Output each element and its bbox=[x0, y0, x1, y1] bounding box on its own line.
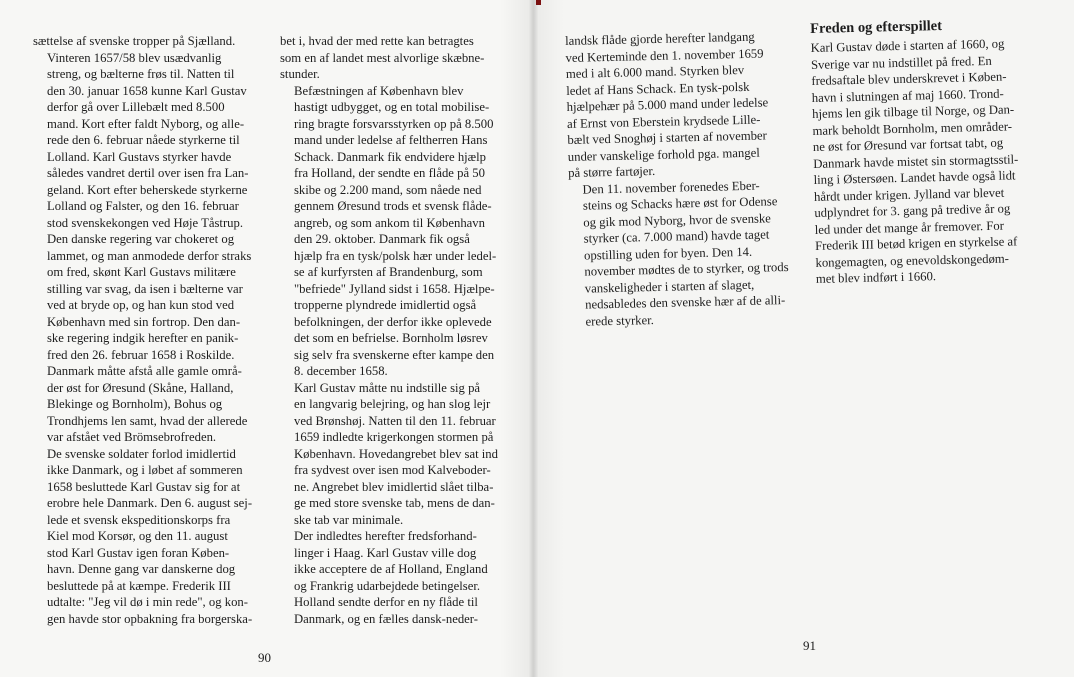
text-line: rede den 6. februar nåede styrkerne til bbox=[47, 133, 240, 147]
text-line: var afstået ved Brömsebrofreden. bbox=[47, 430, 217, 444]
paragraph bbox=[33, 33, 255, 50]
text-line: således vandret dertil over isen fra Lan- bbox=[47, 166, 249, 180]
text-line: opstilling uden for byen. Den 14. bbox=[583, 244, 753, 263]
paragraph bbox=[280, 380, 502, 529]
section-heading: Freden og efterspillet bbox=[810, 18, 943, 37]
text-line: Lolland. Karl Gustavs styrker havde bbox=[47, 149, 232, 164]
text-line: havn i slutningen af maj 1660. Trond- bbox=[811, 86, 1004, 105]
text-line: mand under ledelse af feltherren Hans bbox=[294, 133, 488, 147]
paragraph bbox=[280, 528, 502, 627]
text-line: erede styrker. bbox=[585, 312, 655, 329]
text-line: stod svenskekongen ved Høje Tåstrup. bbox=[47, 215, 244, 230]
right-page-column-2 bbox=[810, 15, 1046, 288]
text-line: landsk flåde gjorde herefter landgang bbox=[565, 29, 755, 48]
text-line: nedsabledes den svenske hær af de alli- bbox=[585, 293, 786, 312]
text-line: "befriede" Jylland sidst i 1658. Hjælpe- bbox=[294, 281, 495, 296]
text-line: hjems len gik tilbage til Norge, og Dan- bbox=[811, 102, 1015, 121]
text-line: mand. Kort efter faldt Nyborg, og alle- bbox=[47, 116, 245, 131]
right-page-column-1 bbox=[565, 28, 797, 330]
text-line: angreb, og som ankom til København bbox=[294, 215, 485, 230]
text-line: ske regering indgik herefter en panik- bbox=[47, 331, 239, 345]
left-page-column-1 bbox=[33, 33, 255, 627]
text-line: se af kurfyrsten af Brandenburg, som bbox=[294, 265, 483, 279]
text-line: ring bragte forsvarsstyrken op på 8.500 bbox=[294, 116, 494, 131]
text-line: ikke Danmark, og i løbet af sommeren bbox=[47, 463, 243, 477]
text-line: hjælpehær på 5.000 mand under ledelse bbox=[566, 95, 769, 114]
section-body bbox=[810, 35, 1046, 288]
text-line: Karl Gustav måtte nu indstille sig på bbox=[294, 380, 481, 395]
text-line: Lolland og Falster, og den 16. februar bbox=[47, 199, 239, 213]
text-line: fred den 26. februar 1658 i Roskilde. bbox=[47, 347, 235, 362]
text-line: gennem Øresund trods et svensk flåde- bbox=[294, 199, 492, 213]
paragraph bbox=[280, 33, 502, 83]
text-line: om fred, skønt Karl Gustavs militære bbox=[47, 265, 236, 279]
paragraph bbox=[280, 83, 502, 380]
text-line: bet i, hvad der med rette kan betragtes bbox=[280, 34, 474, 48]
text-line: styrker (ca. 7.000 mand) havde taget bbox=[583, 227, 770, 246]
text-line: Danmark havde mistet sin stormagtsstil- bbox=[813, 151, 1019, 171]
text-line: Den 11. november forenedes Eber- bbox=[582, 178, 760, 197]
left-page-column-2 bbox=[280, 33, 502, 627]
text-line: København med sin fortrop. Den dan- bbox=[47, 314, 241, 329]
text-line: vanskeligheder i starten af slaget, bbox=[584, 277, 755, 296]
text-line: på større fartøjer. bbox=[568, 163, 656, 180]
text-line: ved Brønshøj. Natten til den 11. februar bbox=[294, 413, 496, 428]
text-line: stilling var svag, da isen i bælterne var bbox=[47, 281, 243, 296]
text-line: ling i Østersøen. Landet havde også lidt bbox=[813, 168, 1016, 187]
text-line: kongemagten, og enevoldskongedøm- bbox=[815, 251, 1010, 270]
text-line: ge med store svenske tab, mens de dan- bbox=[294, 496, 495, 510]
text-line: Blekinge og Bornholm), Bohus og bbox=[47, 397, 223, 411]
text-line: og gik mod Nyborg, hvor de svenske bbox=[583, 210, 771, 230]
paragraph bbox=[33, 446, 255, 628]
text-line: hårdt under krigen. Jylland var blevet bbox=[813, 185, 1005, 204]
text-line: ne øst for Øresund var fortsat tabt, og bbox=[812, 135, 1004, 154]
text-line: en langvarig belejring, og han slog lejr bbox=[294, 397, 491, 411]
page-number-right: 91 bbox=[803, 638, 816, 653]
text-line: Vinteren 1657/58 blev usædvanlig bbox=[47, 50, 222, 65]
text-line: ledet af Hans Schack. En tysk-polsk bbox=[566, 79, 750, 98]
text-line: under vanskelige forhold pga. mangel bbox=[567, 145, 760, 164]
text-line: Holland sendte derfor en ny flåde til bbox=[294, 595, 478, 609]
text-line: 8. december 1658. bbox=[294, 364, 388, 378]
text-line: befolkningen, der derfor ikke oplevede bbox=[294, 314, 492, 329]
text-line: skibe og 2.200 mand, som nåede ned bbox=[294, 182, 482, 197]
text-line: Der indledtes herefter fredsforhand- bbox=[294, 529, 477, 543]
text-line: som en af landet mest alvorlige skæbne- bbox=[280, 50, 485, 65]
text-line: sig selv fra svenskerne efter kampe den bbox=[294, 347, 495, 362]
text-line: geland. Kort efter beherskede styrkerne bbox=[47, 182, 248, 197]
text-line: ved Kerteminde den 1. november 1659 bbox=[565, 46, 764, 65]
text-line: ved at bryde op, og han kun stod ved bbox=[47, 298, 235, 312]
text-line: Schack. Danmark fik endvidere hjælp bbox=[294, 149, 487, 164]
left-page bbox=[0, 0, 534, 677]
text-line: besluttede på at kæmpe. Frederik III bbox=[47, 578, 231, 593]
text-line: derfor gå over Lillebælt med 8.500 bbox=[47, 100, 225, 114]
text-line: Danmark måtte afstå alle gamle områ- bbox=[47, 364, 242, 378]
text-line: ske tab var minimale. bbox=[294, 512, 404, 527]
page-number-left: 90 bbox=[258, 650, 271, 665]
text-line: bælt ved Snoghøj i starten af november bbox=[567, 128, 767, 147]
text-line: der øst for Øresund (Skåne, Halland, bbox=[47, 380, 234, 395]
text-line: gen havde stor opbakning fra borgerska- bbox=[47, 611, 253, 626]
text-line: den 29. oktober. Danmark fik også bbox=[294, 232, 470, 246]
text-line: Den danske regering var chokeret og bbox=[47, 232, 235, 246]
text-line: november mødtes de to styrker, og trods bbox=[584, 259, 789, 279]
text-line: fredsaftale blev underskrevet i Køben- bbox=[811, 69, 1007, 88]
text-line: stunder. bbox=[280, 67, 320, 81]
text-line: lede et svensk ekspeditionskorps fra bbox=[47, 512, 231, 527]
text-line: fra Holland, der sendte en flåde på 50 bbox=[294, 166, 485, 180]
text-line: udtalte: "Jeg vil dø i min rede", og kon- bbox=[47, 595, 248, 609]
text-line: streng, og bælterne frøs til. Natten til bbox=[47, 67, 235, 81]
text-line: Karl Gustav døde i starten af 1660, og bbox=[810, 36, 1005, 55]
text-line: af Ernst von Eberstein krydsede Lille- bbox=[566, 112, 761, 131]
text-line: tropperne plyndrede imidlertid også bbox=[294, 298, 477, 312]
text-line: med i alt 6.000 mand. Styrken blev bbox=[565, 62, 745, 81]
text-line: og Frankrig udarbejdede betingelser. bbox=[294, 578, 481, 593]
text-line: Trondhjems len samt, hvad der allerede bbox=[47, 413, 248, 428]
text-line: erobre hele Danmark. Den 6. august sej- bbox=[47, 496, 253, 510]
text-line: steins og Schacks hære øst for Odense bbox=[582, 194, 778, 213]
paragraph bbox=[568, 176, 796, 330]
paragraph bbox=[33, 50, 255, 232]
text-line: hjælp fra en tysk/polsk hær under ledel- bbox=[294, 248, 497, 263]
text-line: De svenske soldater forlod imidlertid bbox=[47, 446, 236, 461]
text-line: ne. Angrebet blev imidlertid slået tilba- bbox=[294, 479, 494, 494]
text-line: havn. Denne gang var danskerne dog bbox=[47, 562, 236, 576]
paragraph bbox=[810, 35, 1046, 288]
paragraph bbox=[33, 231, 255, 446]
text-line: Sverige var nu indstillet på fred. En bbox=[810, 53, 992, 72]
text-line: 1658 besluttede Karl Gustav sig for at bbox=[47, 479, 241, 494]
text-line: Frederik III betød krigen en styrkelse af bbox=[814, 234, 1018, 253]
text-line: ikke acceptere de af Holland, England bbox=[294, 562, 488, 576]
bookmark-ribbon bbox=[536, 0, 541, 5]
text-line: Kiel mod Korsør, og den 11. august bbox=[47, 529, 228, 543]
text-line: hastigt udbygget, og en total mobilise- bbox=[294, 100, 490, 114]
text-line: linger i Haag. Karl Gustav ville dog bbox=[294, 545, 477, 560]
text-line: stod Karl Gustav igen foran Køben- bbox=[47, 545, 230, 560]
text-line: mark beholdt Bornholm, men områder- bbox=[812, 118, 1013, 138]
text-line: met blev indført i 1660. bbox=[815, 269, 937, 286]
text-line: fra sydvest over isen mod Kalveboder- bbox=[294, 463, 491, 477]
text-line: sættelse af svenske tropper på Sjælland. bbox=[33, 34, 236, 48]
text-line: Befæstningen af København blev bbox=[294, 83, 464, 98]
text-line: København. Hovedangrebet blev sat ind bbox=[294, 446, 498, 461]
text-line: udplyndret for 3. gang på tredive år og bbox=[814, 201, 1011, 220]
text-line: led under det mange år fremover. For bbox=[814, 218, 1005, 237]
text-line: det som en befrielse. Bornholm løsrev bbox=[294, 331, 488, 345]
text-line: den 30. januar 1658 kunne Karl Gustav bbox=[47, 83, 247, 98]
paragraph bbox=[565, 28, 793, 182]
text-line: 1659 indledte krigerkongen stormen på bbox=[294, 430, 494, 444]
text-line: lammet, og man anmodede derfor straks bbox=[47, 248, 252, 263]
text-line: Danmark, og en fælles dansk-neder- bbox=[294, 611, 479, 626]
